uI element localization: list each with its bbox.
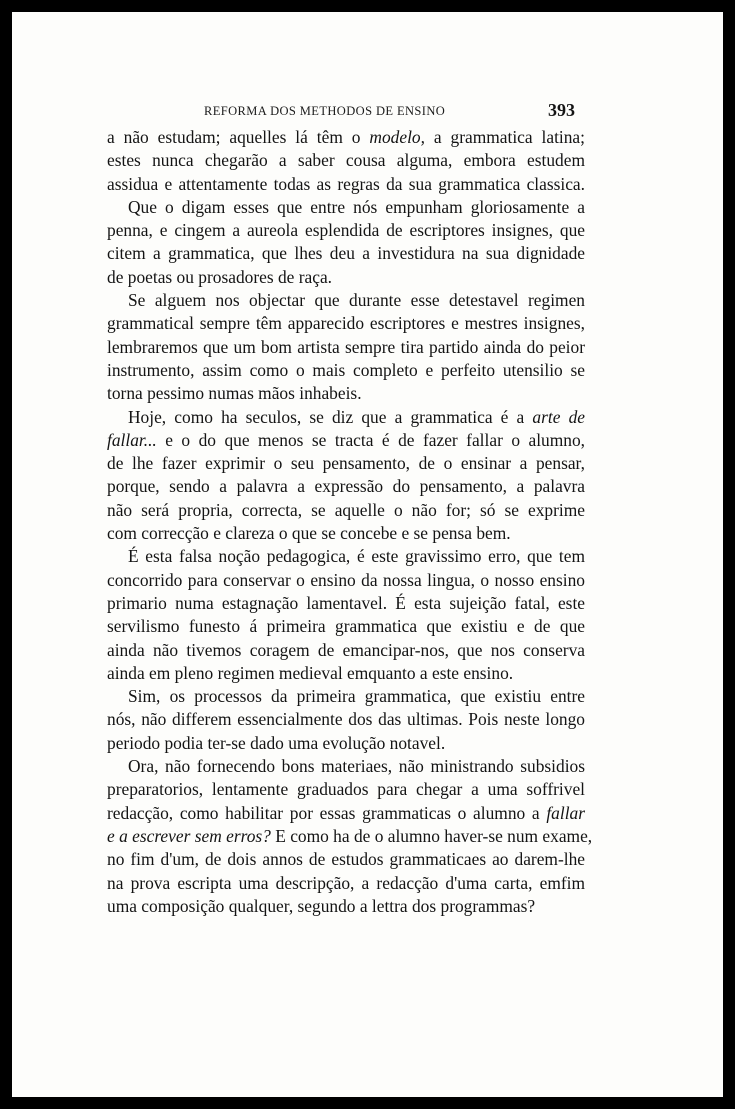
text-line: com correcção e clareza o que se concebe e se pensa bem. bbox=[107, 523, 511, 544]
text-line: ainda não tivemos coragem de emancipar-nos, que nos conserva bbox=[107, 639, 585, 660]
text-line: redacção, como habilitar por essas grammaticas o alumno a fallar bbox=[107, 802, 585, 823]
paragraph-4 bbox=[107, 406, 585, 546]
paragraph-5 bbox=[107, 545, 585, 685]
text-line: citem a grammatica, que lhes deu a investidura na sua dignidade bbox=[107, 243, 585, 264]
paragraph-2 bbox=[107, 196, 585, 289]
text-line: na prova escripta uma descripção, a redacção d'uma carta, emfim bbox=[107, 872, 585, 893]
text-line: uma composição qualquer, segundo a lettra dos programmas? bbox=[107, 895, 536, 916]
text-line: assidua e attentamente todas as regras da sua grammatica classica. bbox=[107, 173, 585, 194]
text-line: de lhe fazer exprimir o seu pensamento, de o ensinar a pensar, bbox=[107, 453, 585, 474]
text-line: de poetas ou prosadores de raça. bbox=[107, 266, 333, 287]
book-page bbox=[12, 12, 723, 1097]
paragraph-6 bbox=[107, 685, 585, 755]
text-line: fallar... e o do que menos se tracta é de fazer fallar o alumno, bbox=[107, 429, 585, 450]
running-title: REFORMA DOS METHODOS DE ENSINO bbox=[204, 104, 446, 118]
text-line: É esta falsa noção pedagogica, é este gravissimo erro, que tem bbox=[128, 546, 585, 567]
text-line: instrumento, assim como o mais completo e perfeito utensilio se bbox=[107, 359, 585, 380]
text-line: estes nunca chegarão a saber cousa alguma, embora estudem bbox=[107, 150, 585, 171]
paragraph-1 bbox=[107, 126, 585, 196]
paragraph-7 bbox=[107, 755, 593, 918]
text-line: e a escrever sem erros? E como ha de o alumno haver-se num exame, bbox=[107, 825, 593, 846]
text-line: concorrido para conservar o ensino da nossa lingua, o nosso ensino bbox=[107, 569, 585, 590]
text-line: Sim, os processos da primeira grammatica, que existiu entre bbox=[128, 686, 585, 707]
text-line: torna pessimo numas mãos inhabeis. bbox=[107, 383, 362, 404]
text-line: servilismo funesto á primeira grammatica que existiu e de que bbox=[107, 616, 585, 637]
text-line: a não estudam; aquelles lá têm o modelo, a grammatica latina; bbox=[107, 127, 585, 147]
paragraph-3 bbox=[107, 289, 585, 405]
text-line: Hoje, como ha seculos, se diz que a grammatica é a arte de bbox=[128, 406, 585, 427]
body-text bbox=[107, 126, 593, 918]
page-number: 393 bbox=[548, 100, 575, 120]
text-line: Se alguem nos objectar que durante esse detestavel regimen bbox=[128, 290, 585, 311]
page-header bbox=[12, 100, 723, 124]
text-line: lembraremos que um bom artista sempre tira partido ainda do peior bbox=[107, 336, 585, 357]
text-line: penna, e cingem a aureola esplendida de escriptores insignes, que bbox=[107, 220, 585, 241]
text-line: nós, não differem essencialmente dos das ultimas. Pois neste longo bbox=[107, 709, 585, 730]
text-line: não será propria, correcta, se aquelle o não for; só se exprime bbox=[107, 499, 585, 520]
text-line: porque, sendo a palavra a expressão do pensamento, a palavra bbox=[107, 476, 585, 497]
text-line: grammatical sempre têm apparecido escriptores e mestres insignes, bbox=[107, 313, 585, 334]
text-line: periodo podia ter-se dado uma evolução notavel. bbox=[107, 732, 446, 753]
text-line: primario numa estagnação lamentavel. É esta sujeição fatal, este bbox=[107, 592, 585, 613]
text-line: ainda em pleno regimen medieval emquanto a este ensino. bbox=[107, 662, 514, 683]
text-line: preparatorios, lentamente graduados para chegar a uma soffrivel bbox=[107, 779, 585, 800]
text-line: Ora, não fornecendo bons materiaes, não ministrando subsidios bbox=[128, 756, 585, 777]
text-line: Que o digam esses que entre nós empunham gloriosamente a bbox=[128, 196, 585, 217]
text-line: no fim d'um, de dois annos de estudos grammaticaes ao darem-lhe bbox=[107, 849, 585, 870]
